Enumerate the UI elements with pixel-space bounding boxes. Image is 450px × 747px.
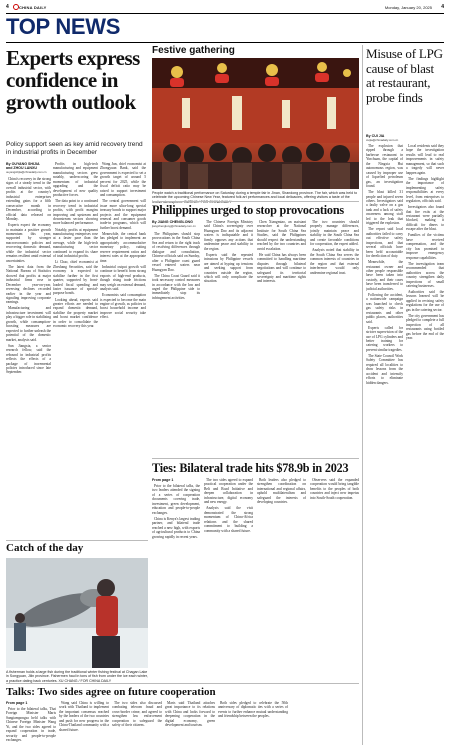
talks-paragraph: Both sides pledged to celebrate the 50th anniversary of diplomatic ties with a series of events to further enhance mutual understanding and friendship between the peoples.	[218, 701, 288, 719]
talks-column-4	[165, 701, 215, 747]
sidebar-paragraph: The State Council Work Safety Committee has required all localities to draw lessons from the accident and intensify efforts to eliminate hidden dangers.	[366, 353, 403, 385]
ties-paragraph: Observers said the expanded cooperation would bring tangible benefits to the peoples of both countries and inject new impetus into South-South cooperation.	[310, 478, 359, 500]
sidebar-paragraph: The report said local authorities failed to carry out effective safety inspections, and that several officials have been held accountable for dereliction of duty.	[366, 227, 403, 259]
lead-paragraph: Economists said consumption is expected to become the main engine of growth, as policies to boost household income and improve social security take effect.	[100, 293, 146, 320]
catch-photo	[6, 558, 148, 668]
philippines-paragraph: Chen Xiangmiao, an assistant researcher at the National Institute for South China Sea Studies, said the Philippines should respect the understanding reached by the two countries and avoid escalation.	[257, 220, 306, 251]
lead-byline-name2: and ZHOU LANXU	[6, 166, 37, 170]
ties-column-3	[257, 478, 306, 684]
lead-paragraph: Meanwhile, the central bank has pledged to implement an appropriately accommodative monetary policy, cutting reserve requirement ratios and interest rates at the appropriate time.	[100, 231, 146, 263]
philippines-paragraph: The China Coast Guard said it took necessary control measures in accordance with the law and urged the Philippine side to immediately stop its infringement activities.	[152, 273, 200, 300]
festive-tag: Festive gathering	[152, 45, 235, 56]
philippines-paragraph: Analysts noted that stability in the South China Sea serves the common interests of countries in the region and that external interference would only undermine regional trust.	[310, 248, 359, 275]
talks-column-3	[112, 701, 162, 747]
talks-column-2	[59, 701, 109, 747]
lead-paragraph: Looking ahead, experts said greater efforts are needed to expand domestic demand, stabilize the property market and boost market confidence in order to consolidate the economic recovery this year.	[53, 297, 98, 329]
philippines-paragraph: The Chinese Foreign Ministry said China's sovereignty over Huangyan Dao and its adjacent waters is indisputable and it firmly opposes any actions that undermine peace and stability in the region.	[204, 220, 253, 251]
lead-byline	[6, 162, 51, 174]
catch-photo-image	[6, 558, 148, 668]
talks-paragraph: Prior to the bilateral talks, Thai Foreign Minister Maris Sangiampongsa held talks with Chinese Foreign Minister Wang Yi, and the two sides agreed to expand cooperation in trade, security and people-to-people exchanges.	[6, 707, 56, 743]
philippines-column-1	[152, 232, 200, 454]
divider	[6, 683, 359, 684]
talks-from-page: From page 1	[6, 701, 28, 705]
sidebar-headline: Misuse of LPG cause of blast at restaurant, probe finds	[366, 46, 443, 105]
page-mark: 4	[441, 3, 444, 10]
talks-paragraph: Maris said Thailand attaches great importance to its relations with China and looks forward to deepening cooperation in the digital economy, green development and tourism.	[165, 701, 215, 728]
sidebar-paragraph: Local residents said they hope the investigation results will lead to real improvements in safety management, so that such a tragedy will never happen again.	[406, 144, 444, 175]
issue-date: Monday, January 20, 2025	[384, 4, 432, 10]
philippines-headline: Philippines urged to stop provocations	[152, 203, 344, 217]
philippines-byline-email: jiangchenglong@chinadaily.com.cn	[152, 224, 196, 228]
ties-paragraph: China is Kenya's largest trading partner, and bilateral trade reached a new high, with exports of agricultural products to China growing rapidly in recent years.	[152, 516, 200, 539]
section-title: TOP NEWS	[6, 14, 121, 39]
ties-column-2	[204, 478, 253, 684]
lead-byline-name: By OUYANG SHIJIA	[6, 162, 40, 166]
sidebar-byline	[366, 134, 444, 142]
section-rule	[6, 42, 444, 43]
page-number: 4	[6, 4, 9, 10]
lead-paragraph: Wang Jun, chief economist at Zhongyuan Bank, said the government is expected to set a growth target of around 5 percent for 2025, while the fiscal deficit ratio may be raised to support investment and consumption.	[100, 162, 146, 198]
talks-paragraph: The two sides also discussed combating telecom fraud and cross-border crime, and agreed to strengthen law enforcement cooperation to safeguard the safety of their citizens.	[112, 701, 162, 728]
sidebar-byline-email: cuijia@chinadaily.com.cn	[366, 138, 399, 142]
divider	[6, 540, 148, 541]
philippines-column-2	[204, 220, 253, 454]
sidebar-paragraph: The blast killed 31 people and injured seven others. Investigators said a faulty valve on a gas tank and a lack of safety awareness among staff led to the leak that triggered the explosion.	[366, 190, 403, 226]
sidebar-paragraph: The city government has pledged to complete a full inspection of all restaurants using bottled gas before the end of the year.	[406, 313, 444, 341]
sidebar-paragraph: Following the accident, a nationwide campaign was launched to check gas safety risks in restaurants and other public places, authorities said.	[366, 292, 403, 324]
talks-column-1	[6, 707, 56, 747]
lead-paragraph: Industrial output growth will continue to benefit from strong exports of high-end products, though rising trade frictions may weigh on external demand, analysts said.	[100, 264, 146, 292]
ties-paragraph: Both leaders also pledged to strengthen coordination on international and regional affairs, uphold multilateralism and safeguard the interests of developing countries.	[257, 478, 306, 505]
ties-headline: Ties: Bilateral trade hits $78.9b in 2023	[152, 461, 349, 475]
philippines-paragraph: The two countries should properly manage differences, jointly maintain peace and stability in the South China Sea and create favorable conditions for cooperation, the expert added.	[310, 220, 359, 247]
sidebar-column-1	[366, 144, 403, 744]
festive-caption: People watch a traditional performance on Saturday during a temple fair in Jinan, Shandong province. The fair, which was held to celebrate the upcoming Chinese New Year, featured folk art performances and local delicacies, offering visitors a taste of the festive atmosphere. DATING / FOR CHINA DAILY	[152, 191, 358, 204]
sidebar-paragraph: Meanwhile, the restaurant owner and other people responsible have been taken into custody, and their cases have been transferred to judicial authorities.	[366, 260, 403, 291]
lead-headline: Experts express confidence in growth outlook	[6, 46, 140, 114]
catch-title: Catch of the day	[6, 542, 84, 554]
sidebar-paragraph: Experts called for stricter supervision of the use of LPG cylinders and better training for catering workers to prevent similar tragedies.	[366, 325, 403, 352]
lead-byline-email: ouyangshijia@chinadaily.com.cn	[6, 170, 47, 174]
ties-paragraph: Prior to the bilateral talks, the two leaders attended the signing of a series of cooperation documents covering trade, investment, green development, education and people-to-people exchanges.	[152, 484, 200, 515]
divider	[152, 201, 359, 202]
sidebar-paragraph: The explosion that ripped through a barbecue restaurant in Yinchuan, the capital of the Ningxia Hui autonomous region, was caused by improper use of liquefied petroleum gas, an investigation found.	[366, 144, 403, 189]
festive-photo	[152, 58, 359, 189]
philippines-paragraph: He said China has always been committed to handling maritime disputes through bilateral negotiations and will continue to safeguard its territorial sovereignty and maritime rights and interests.	[257, 252, 306, 284]
philippines-byline-name: By JIANG CHENGLONG	[152, 220, 193, 224]
ties-column-4	[310, 478, 359, 684]
talks-paragraph: Wang said China is willing to work with Thailand to implement the important consensus reached by the leaders of the two countries and push for new progress in the China-Thailand community with a shared future.	[59, 701, 109, 732]
lead-subhead: Policy support seen as key amid recovery trend in industrial profits in December	[6, 141, 143, 156]
lead-column-3	[100, 162, 146, 537]
lead-paragraph: Experts expect the economy to maintain a positive growth momentum this year, supported by stronger macroeconomic policies and recovering domestic demand, while the industrial sector remains resilient amid external uncertainties.	[6, 223, 51, 263]
sidebar-paragraph: Families of the victims have received compensation, and the city has promised to improve emergency response capabilities.	[406, 233, 444, 260]
ties-paragraph: The two sides agreed to expand practical cooperation under the Belt and Road Initiative and deepen collaboration in infrastructure, digital economy and new energy.	[204, 478, 253, 505]
masthead	[6, 3, 444, 13]
sidebar-paragraph: The findings highlight the importance of implementing safety responsibilities at every level, from enterprises to regulators, officials said.	[406, 176, 444, 204]
festive-photo-image	[152, 58, 359, 189]
philippines-column-3	[257, 220, 306, 454]
talks-column-5	[218, 701, 288, 747]
lead-column-2	[53, 162, 98, 537]
philippines-paragraph: The Philippines should stop provocations in the South China Sea and return to the right track of resolving differences through dialogue and consultation, Chinese officials said on Sunday, after a Philippine coast guard vessel entered waters near Huangyan Dao.	[152, 232, 200, 272]
lead-paragraph: Manufacturing and infrastructure investment will play a bigger role in stabilizing growth, while consumption-boosting measures are expected to further unleash the potential of the domestic market, analysts said.	[6, 306, 51, 342]
philippines-column-4	[310, 220, 359, 454]
lead-paragraph: Sun Jiangxia, a senior research fellow, said the rebound in industrial profits reflects the effects of a package of incremental policies introduced since late September.	[6, 343, 51, 375]
lead-paragraph: The central government will issue more ultra-long special treasury bonds to support major projects and the equipment renewal and consumer goods trade-in programs, which will further boost demand.	[100, 199, 146, 230]
lead-paragraph: China's recovery in the strong signs of a steady trend in the overall industrial sector, with profits at the country's industrial enterprises extending gains for a fifth consecutive month in December, according to official data released on Monday.	[6, 177, 51, 222]
sidebar-column-2	[406, 144, 444, 744]
lead-paragraph: Profits in high-tech manufacturing and equipment manufacturing sectors grew notably, underscoring the momentum of industrial upgrading and the development of new quality productive forces.	[53, 162, 98, 198]
lead-paragraph: Notably, profits at equipment manufacturing enterprises rose at a faster pace than the average, while the high-tech manufacturing sector continued to expand its share of total industrial profits.	[53, 227, 98, 259]
ties-from-page: From page 1	[152, 478, 174, 482]
catch-caption: A fisherman holds a large fish during the traditional winter fishing festival at Chagan Lake in Songyuan, Jilin province. Fishermen haul in tons of fish from under the ice each winter, a practice dating back centuries. XU CHANG / FOR CHINA DAILY	[6, 670, 148, 683]
lead-column-1	[6, 177, 51, 537]
sidebar-byline-name: By CUI JIA	[366, 134, 385, 138]
sidebar-paragraph: The investigation team recommended that authorities across the country strengthen daily inspections of small catering businesses.	[406, 261, 444, 288]
brand-name: CHINA DAILY	[19, 4, 47, 10]
ties-paragraph: Analysts said the visit demonstrated the strong momentum of China-Africa relations and the shared commitment to building a community with a shared future.	[204, 506, 253, 533]
lead-paragraph: The latest data from the National Bureau of Statistics showed that profits at major industrial firms rose in December year-on-year, reversing declines recorded earlier in the year and signaling improving corporate earnings.	[6, 264, 51, 305]
philippines-byline	[152, 220, 200, 228]
sidebar-divider	[362, 45, 363, 745]
talks-headline: Talks: Two sides agree on future cooperation	[6, 686, 216, 698]
sidebar-paragraph: Investigators also found that fire exits at the restaurant were partially blocked, making it difficult for diners to escape after the blast.	[406, 205, 444, 232]
lead-paragraph: Li Chao, chief economist at Zheshang Securities, said the economy is expected to stabilize further in the first quarter, supported by front-loaded fiscal spending and faster issuance of special-purpose bonds.	[53, 260, 98, 296]
sidebar-paragraph: Authorities said the lessons learned will be applied in revising safety regulations for the use of gas in the catering sector.	[406, 290, 444, 312]
lead-paragraph: The data point to a continued recovery trend in industrial profits, with profit margins improving and upstream and downstream sectors showing more balanced performance.	[53, 199, 98, 226]
divider	[152, 458, 359, 459]
philippines-paragraph: Experts said the repeated intrusions by Philippine vessels are aimed at hyping up tensions and seeking support from countries outside the region, which will only complicate the situation.	[204, 252, 253, 284]
ties-column-1	[152, 484, 200, 684]
